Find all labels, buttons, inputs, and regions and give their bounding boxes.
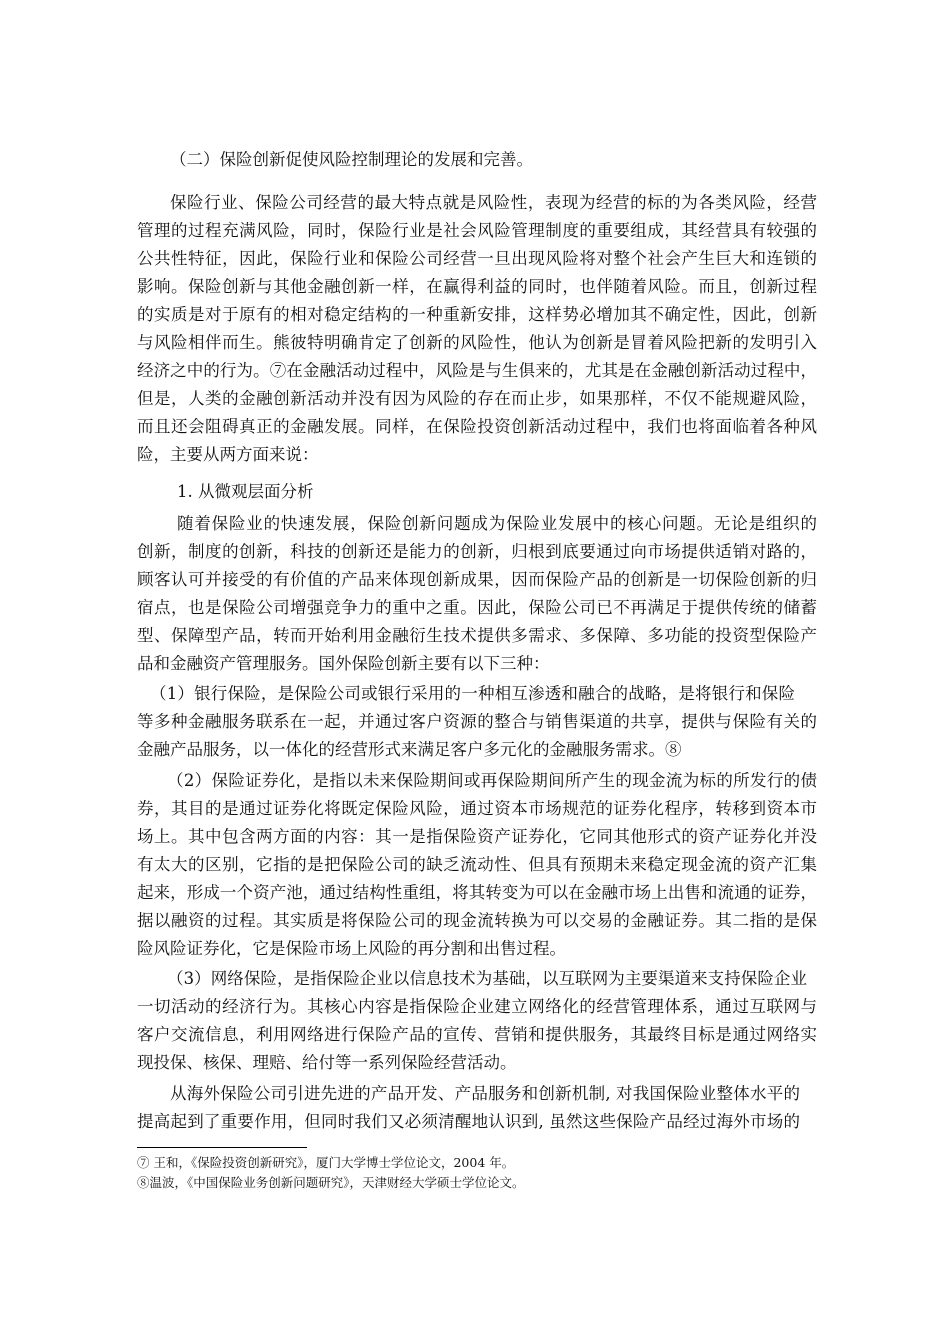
section-heading: （二）保险创新促使风险控制理论的发展和完善。 — [170, 150, 533, 169]
list-item-line: 等多种金融服务联系在一起，并通过客户资源的整合与销售渠道的共享，提供与保险有关的 — [137, 712, 817, 731]
paragraph-line: 与风险相伴而生。熊彼特明确肯定了创新的风险性，他认为创新是冒着风险把新的发明引入 — [137, 333, 817, 352]
paragraph-line: 影响。保险创新与其他金融创新一样，在赢得利益的同时，也伴随着风险。而且，创新过程 — [137, 277, 817, 296]
list-item-line: （1）银行保险，是保险公司或银行采用的一种相互渗透和融合的战略，是将银行和保险 — [150, 684, 795, 703]
list-item-line: 险风险证券化，它是保险市场上风险的再分割和出售过程。 — [137, 939, 566, 958]
footnote: ⑧温波，《中国保险业务创新问题研究》，天津财经大学硕士学位论文。 — [137, 1175, 525, 1190]
paragraph-line: 保险行业、保险公司经营的最大特点就是风险性，表现为经营的标的为各类风险，经营 — [170, 193, 817, 212]
paragraph-line: 型、保障型产品，转而开始利用金融衍生技术提供多需求、多保障、多功能的投资型保险产 — [137, 626, 817, 645]
list-item-line: 据以融资的过程。其实质是将保险公司的现金流转换为可以交易的金融证券。其二指的是保 — [137, 911, 817, 930]
list-item-line: 起来，形成一个资产池，通过结构性重组，将其转变为可以在金融市场上出售和流通的证券， — [137, 883, 817, 902]
paragraph-line: 而且还会阻碍真正的金融发展。同样，在保险投资创新活动过程中，我们也将面临着各种风 — [137, 417, 817, 436]
paragraph-line: 经济之中的行为。⑦在金融活动过程中，风险是与生俱来的，尤其是在金融创新活动过程中， — [137, 361, 817, 380]
list-item-line: 券，其目的是通过证券化将既定保险风险，通过资本市场规范的证券化程序，转移到资本市 — [137, 799, 817, 818]
list-item-line: 金融产品服务，以一体化的经营形式来满足客户多元化的金融服务需求。⑧ — [137, 740, 682, 759]
paragraph-line: 顾客认可并接受的有价值的产品来体现创新成果，因而保险产品的创新是一切保险创新的归 — [137, 570, 817, 589]
paragraph-line: 提高起到了重要作用，但同时我们又必须清醒地认识到, 虽然这些保险产品经过海外市场的 — [137, 1112, 800, 1131]
paragraph-line: 但是，人类的金融创新活动并没有因为风险的存在而止步，如果那样，不仅不能规避风险， — [137, 389, 817, 408]
list-item-line: 客户交流信息，利用网络进行保险产品的宣传、营销和提供服务，其最终目标是通过网络实 — [137, 1025, 817, 1044]
subsection-heading: 1. 从微观层面分析 — [177, 482, 314, 501]
list-item-line: 有太大的区别，它指的是把保险公司的缺乏流动性、但具有预期未来稳定现金流的资产汇集 — [137, 855, 817, 874]
list-item-line: 现投保、核保、理赔、给付等一系列保险经营活动。 — [137, 1053, 517, 1072]
paragraph-line: 创新，制度的创新，科技的创新还是能力的创新，归根到底要通过向市场提供适销对路的， — [137, 542, 817, 561]
list-item-line: （2）保险证券化，是指以未来保险期间或再保险期间所产生的现金流为标的所发行的债 — [167, 771, 817, 790]
list-item-line: （3）网络保险，是指保险企业以信息技术为基础，以互联网为主要渠道来支持保险企业 — [167, 969, 807, 988]
list-item-line: 场上。其中包含两方面的内容：其一是指保险资产证券化，它同其他形式的资产证券化并没 — [137, 827, 817, 846]
paragraph-line: 从海外保险公司引进先进的产品开发、产品服务和创新机制, 对我国保险业整体水平的 — [170, 1084, 800, 1103]
footnote: ⑦ 王和，《保险投资创新研究》，厦门大学博士学位论文，2004 年。 — [137, 1155, 515, 1170]
paragraph-line: 管理的过程充满风险，同时，保险行业是社会风险管理制度的重要组成，其经营具有较强的 — [137, 221, 817, 240]
paragraph-line: 品和金融资产管理服务。国外保险创新主要有以下三种： — [137, 654, 550, 673]
paragraph-line: 险，主要从两方面来说： — [137, 445, 319, 464]
paragraph-line: 公共性特征，因此，保险行业和保险公司经营一旦出现风险将对整个社会产生巨大和连锁的 — [137, 249, 817, 268]
paragraph-line: 宿点，也是保险公司增强竞争力的重中之重。因此，保险公司已不再满足于提供传统的储蓄 — [137, 598, 817, 617]
footnote-divider — [137, 1147, 307, 1148]
paragraph-line: 的实质是对于原有的相对稳定结构的一种重新安排，这样势必增加其不确定性，因此，创新 — [137, 305, 817, 324]
list-item-line: 一切活动的经济行为。其核心内容是指保险企业建立网络化的经营管理体系，通过互联网与 — [137, 997, 817, 1016]
paragraph-line: 随着保险业的快速发展，保险创新问题成为保险业发展中的核心问题。无论是组织的 — [177, 514, 817, 533]
